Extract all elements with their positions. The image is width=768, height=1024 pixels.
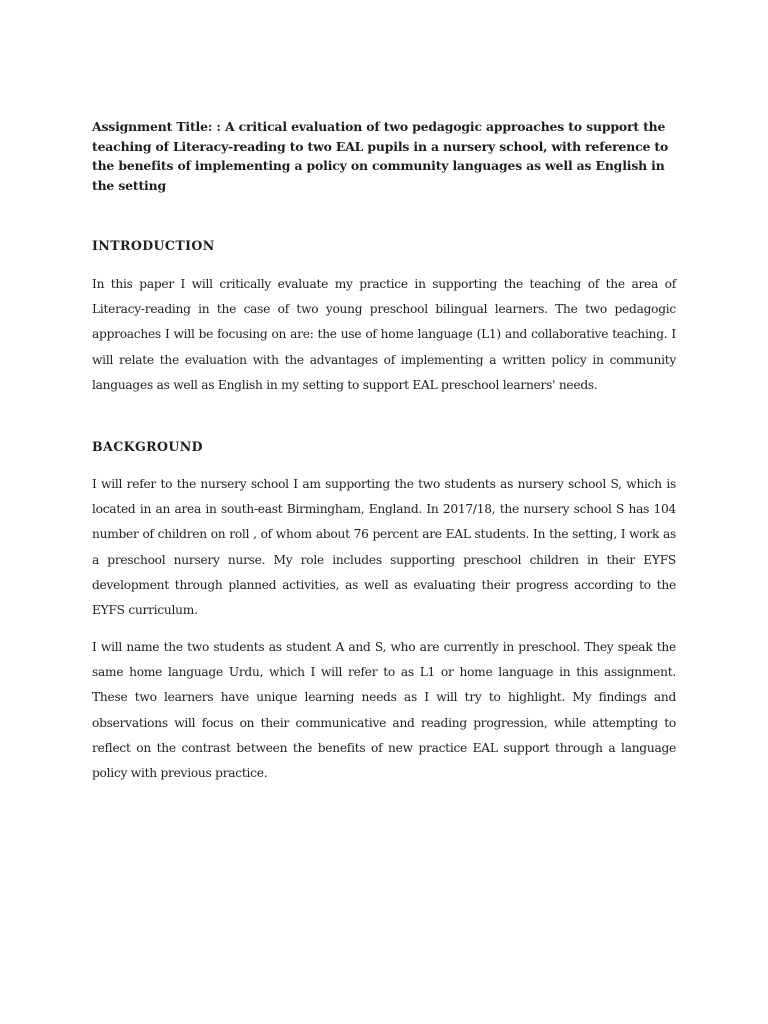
background-paragraph-1: I will refer to the nursery school I am supporting the two students as nursery school S, which is located in an area in south-east Birmingham, England. In 2017/18, the nursery school S has 104 number of children on roll , of whom about 76 percent are EAL students. In the setting, I work as a preschool nursery nurse. My role includes supporting preschool children in their EYFS development through planned activities, as well as evaluating their progress according to the EYFS curriculum. — [92, 477, 676, 618]
introduction-paragraph: In this paper I will critically evaluate my practice in supporting the teaching of the area of Literacy-reading in the case of two young preschool bilingual learners. The two pedagogic approaches I will be focusing on are: the use of home language (L1) and collaborative teaching. I will relate the evaluation with the advantages of implementing a written policy in community languages as well as English in my setting to support EAL preschool learners' needs. — [92, 277, 676, 392]
assignment-title: Assignment Title: : A critical evaluation of two pedagogic approaches to support the teaching of Literacy-reading to two EAL pupils in a nursery school, with reference to the benefits of implementing a policy on community languages as well as English in the setting — [92, 119, 669, 193]
heading-introduction: INTRODUCTION — [92, 238, 215, 253]
heading-background: BACKGROUND — [92, 439, 203, 454]
background-paragraph-2: I will name the two students as student A and S, who are currently in preschool. They speak the same home language Urdu, which I will refer to as L1 or home language in this assignment. These two learners have unique learning needs as I will try to highlight. My findings and observations will focus on their communicative and reading progression, while attempting to reflect on the contrast between the benefits of new practice EAL support through a language policy with previous practice. — [92, 640, 676, 781]
